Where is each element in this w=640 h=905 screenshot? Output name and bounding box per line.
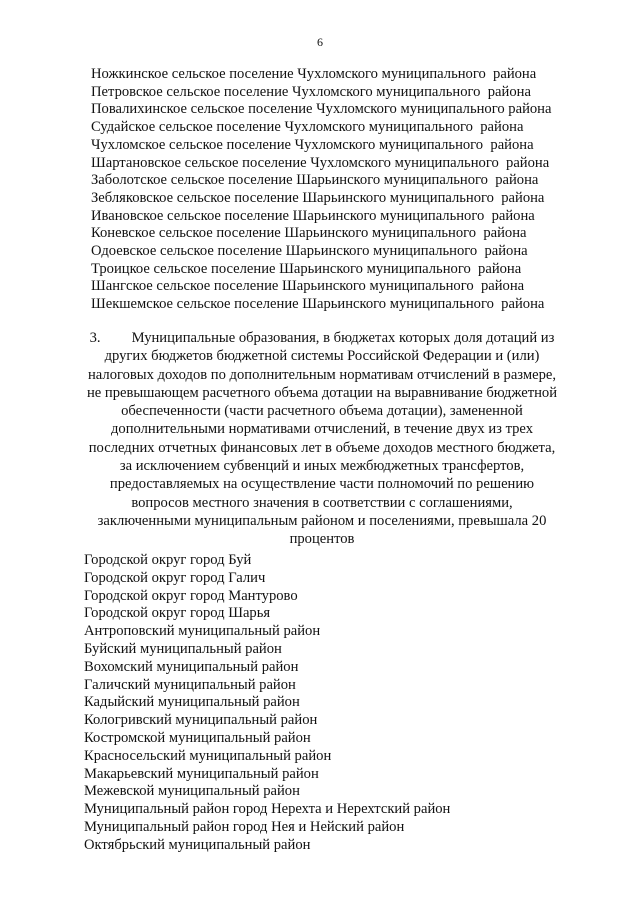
list-item: Коневское сельское поселение Шарьинского муниципального района	[91, 225, 527, 242]
list-item: Повалихинское сельское поселение Чухломского муниципального района	[91, 101, 552, 118]
list-item: Шангское сельское поселение Шарьинского муниципального района	[91, 278, 525, 295]
list-item: Петровское сельское поселение Чухломского муниципального района	[91, 83, 531, 100]
list-item: Костромской муниципальный район	[84, 729, 311, 746]
list-item: Ивановское сельское поселение Шарьинского муниципального района	[91, 207, 535, 224]
list-item: Шартановское сельское поселение Чухломского муниципального района	[91, 154, 550, 171]
list-item: Галичский муниципальный район	[84, 676, 296, 693]
list-item: Зебляковское сельское поселение Шарьинского муниципального района	[91, 189, 545, 206]
list-item: Антроповский муниципальный район	[84, 623, 321, 640]
list-item: Городской округ город Шарья	[84, 605, 271, 622]
list-item: Одоевское сельское поселение Шарьинского муниципального района	[91, 243, 528, 260]
list-item: Вохомский муниципальный район	[84, 658, 299, 675]
page-number: 6	[317, 35, 323, 49]
list-item: Городской округ город Галич	[84, 569, 266, 586]
section-number: 3.	[89, 330, 101, 346]
list-item: Ножкинское сельское поселение Чухломского муниципального района	[91, 66, 537, 82]
list-item: Заболотское сельское поселение Шарьинского муниципального района	[91, 172, 539, 189]
list-item: Чухломское сельское поселение Чухломского муниципального района	[91, 136, 534, 153]
section-heading-text: Муниципальные образования, в бюджетах которых доля дотаций из других бюджетов бюджетной системы Российской Федерации и (или) налоговых доходов по дополнительным нормативам отчислений в размере, не превышающем расчетного объема дотации на выравнивание бюджетной обеспеченности (части расчетного объема дотации), замененной дополнительными нормативами отчислений, в течение двух из трех последних отчетных финансовых лет в объеме доходов местного бюджета, за исключением субвенций и иных межбюджетных трансфертов, предоставляемых на осуществление части полномочий по решению вопросов местного значения в соответствии с соглашениями, заключенными муниципальным районом и поселениями, превышала 20 процентов	[86, 330, 558, 548]
list-item: Кологривский муниципальный район	[84, 712, 318, 729]
list-item: Макарьевский муниципальный район	[84, 765, 319, 782]
section-heading	[83, 329, 561, 549]
municipality-list	[84, 552, 584, 855]
list-item: Городской округ город Буй	[84, 552, 252, 568]
section-3	[83, 329, 561, 549]
list-item: Октябрьский муниципальный район	[84, 836, 311, 853]
list-item: Межевской муниципальный район	[84, 783, 300, 800]
list-item: Красносельский муниципальный район	[84, 747, 332, 764]
list-item: Городской округ город Мантурово	[84, 587, 298, 604]
list-item: Судайское сельское поселение Чухломского муниципального района	[91, 119, 524, 136]
list-item: Кадыйский муниципальный район	[84, 694, 300, 711]
rural-settlement-list	[91, 66, 591, 314]
list-item: Муниципальный район город Нея и Нейский район	[84, 818, 405, 835]
list-item: Буйский муниципальный район	[84, 640, 282, 657]
list-item: Троицкое сельское поселение Шарьинского муниципального района	[91, 260, 522, 277]
list-item: Муниципальный район город Нерехта и Нерехтский район	[84, 801, 451, 818]
list-item: Шекшемское сельское поселение Шарьинского муниципального района	[91, 296, 545, 313]
